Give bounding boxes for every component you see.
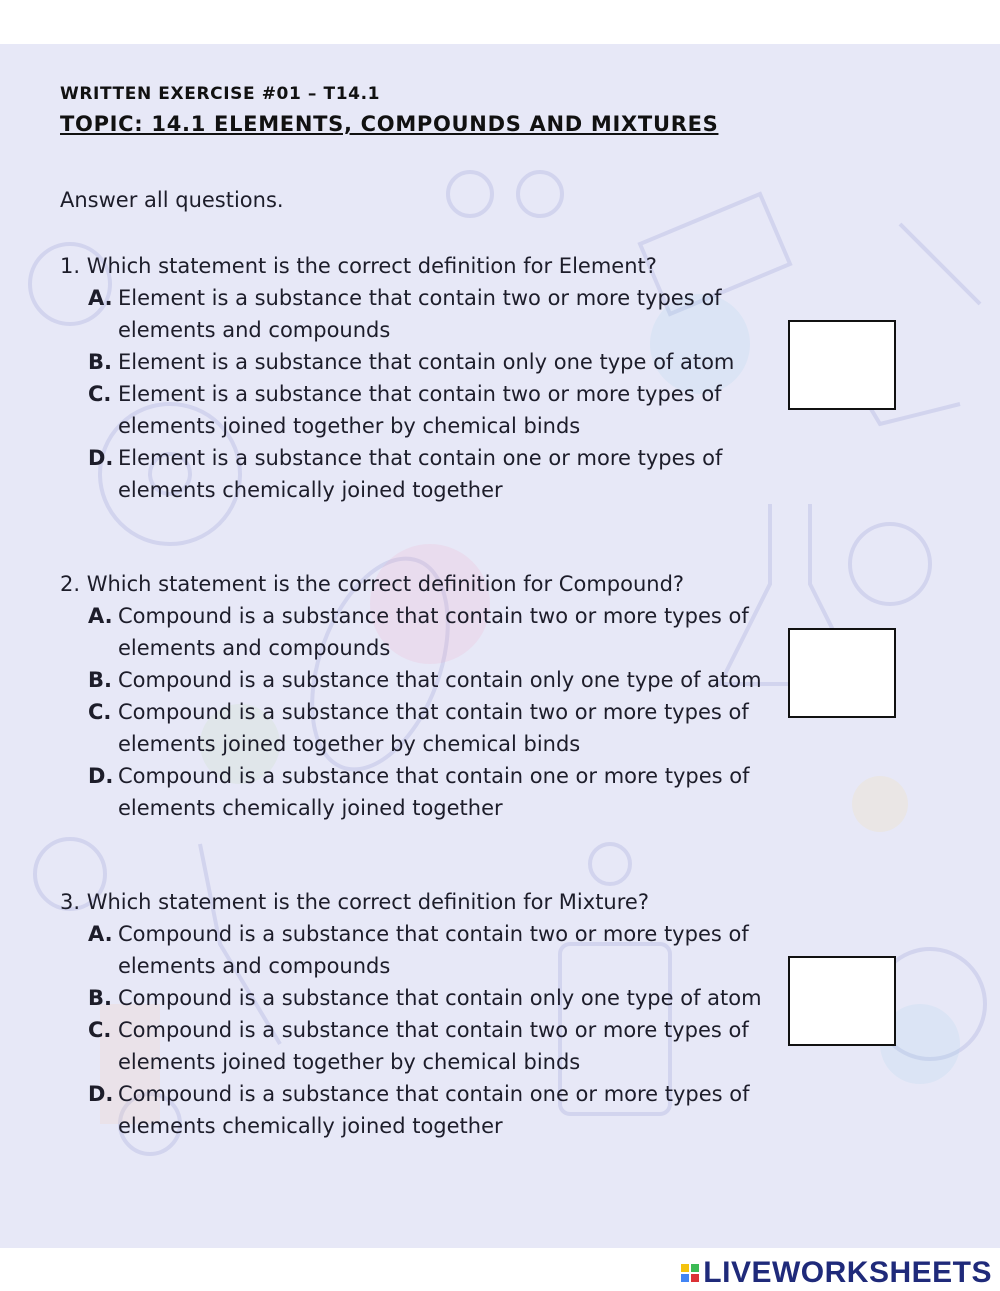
question-stem: 1. Which statement is the correct definition for Element? xyxy=(60,254,657,278)
option-c xyxy=(60,696,780,760)
brand-name[interactable]: LIVEWORKSHEETS xyxy=(703,1256,992,1289)
option-b xyxy=(60,346,780,378)
option-c xyxy=(60,378,780,442)
option-d xyxy=(60,1078,780,1142)
answer-box-3[interactable] xyxy=(788,956,896,1046)
option-text: Compound is a substance that contain two or more types of elements joined together by chemical binds xyxy=(118,700,749,756)
option-letter: A. xyxy=(88,922,113,946)
option-letter: A. xyxy=(88,286,113,310)
option-text: Compound is a substance that contain two or more types of elements joined together by chemical binds xyxy=(118,1018,749,1074)
logo-square xyxy=(681,1264,689,1272)
logo-square xyxy=(691,1274,699,1282)
worksheet-page xyxy=(0,44,1000,1248)
option-letter: A. xyxy=(88,604,113,628)
option-letter: C. xyxy=(88,382,112,406)
option-letter: B. xyxy=(88,668,112,692)
option-a xyxy=(60,918,780,982)
exercise-title: WRITTEN EXERCISE #01 – T14.1 xyxy=(60,84,381,104)
worksheet-content xyxy=(0,44,1000,1248)
option-d xyxy=(60,760,780,824)
option-text: Compound is a substance that contain two or more types of elements and compounds xyxy=(118,604,749,660)
logo-square xyxy=(691,1264,699,1272)
option-text: Compound is a substance that contain two or more types of elements and compounds xyxy=(118,922,749,978)
question-1 xyxy=(60,250,780,506)
logo-square xyxy=(681,1274,689,1282)
option-letter: D. xyxy=(88,446,114,470)
option-letter: D. xyxy=(88,1082,114,1106)
liveworksheets-logo-icon xyxy=(681,1264,699,1282)
option-a xyxy=(60,282,780,346)
option-text: Compound is a substance that contain only one type of atom xyxy=(118,668,762,692)
question-2 xyxy=(60,568,780,824)
option-text: Element is a substance that contain two or more types of elements and compounds xyxy=(118,286,722,342)
option-c xyxy=(60,1014,780,1078)
option-letter: B. xyxy=(88,986,112,1010)
question-3 xyxy=(60,886,780,1142)
option-text: Compound is a substance that contain one or more types of elements chemically joined together xyxy=(118,764,750,820)
option-b xyxy=(60,982,780,1014)
option-letter: C. xyxy=(88,1018,112,1042)
answer-box-2[interactable] xyxy=(788,628,896,718)
option-letter: C. xyxy=(88,700,112,724)
option-text: Element is a substance that contain only one type of atom xyxy=(118,350,735,374)
answer-box-1[interactable] xyxy=(788,320,896,410)
option-a xyxy=(60,600,780,664)
option-d xyxy=(60,442,780,506)
liveworksheets-footer xyxy=(681,1256,992,1290)
option-letter: B. xyxy=(88,350,112,374)
question-stem: 3. Which statement is the correct definition for Mixture? xyxy=(60,890,649,914)
option-letter: D. xyxy=(88,764,114,788)
option-text: Element is a substance that contain one or more types of elements chemically joined together xyxy=(118,446,723,502)
option-b xyxy=(60,664,780,696)
option-text: Compound is a substance that contain only one type of atom xyxy=(118,986,762,1010)
option-text: Element is a substance that contain two or more types of elements joined together by chemical binds xyxy=(118,382,722,438)
topic-title: TOPIC: 14.1 ELEMENTS, COMPOUNDS AND MIXTURES xyxy=(60,112,719,136)
question-stem: 2. Which statement is the correct definition for Compound? xyxy=(60,572,685,596)
instructions: Answer all questions. xyxy=(60,188,284,212)
option-text: Compound is a substance that contain one or more types of elements chemically joined together xyxy=(118,1082,750,1138)
